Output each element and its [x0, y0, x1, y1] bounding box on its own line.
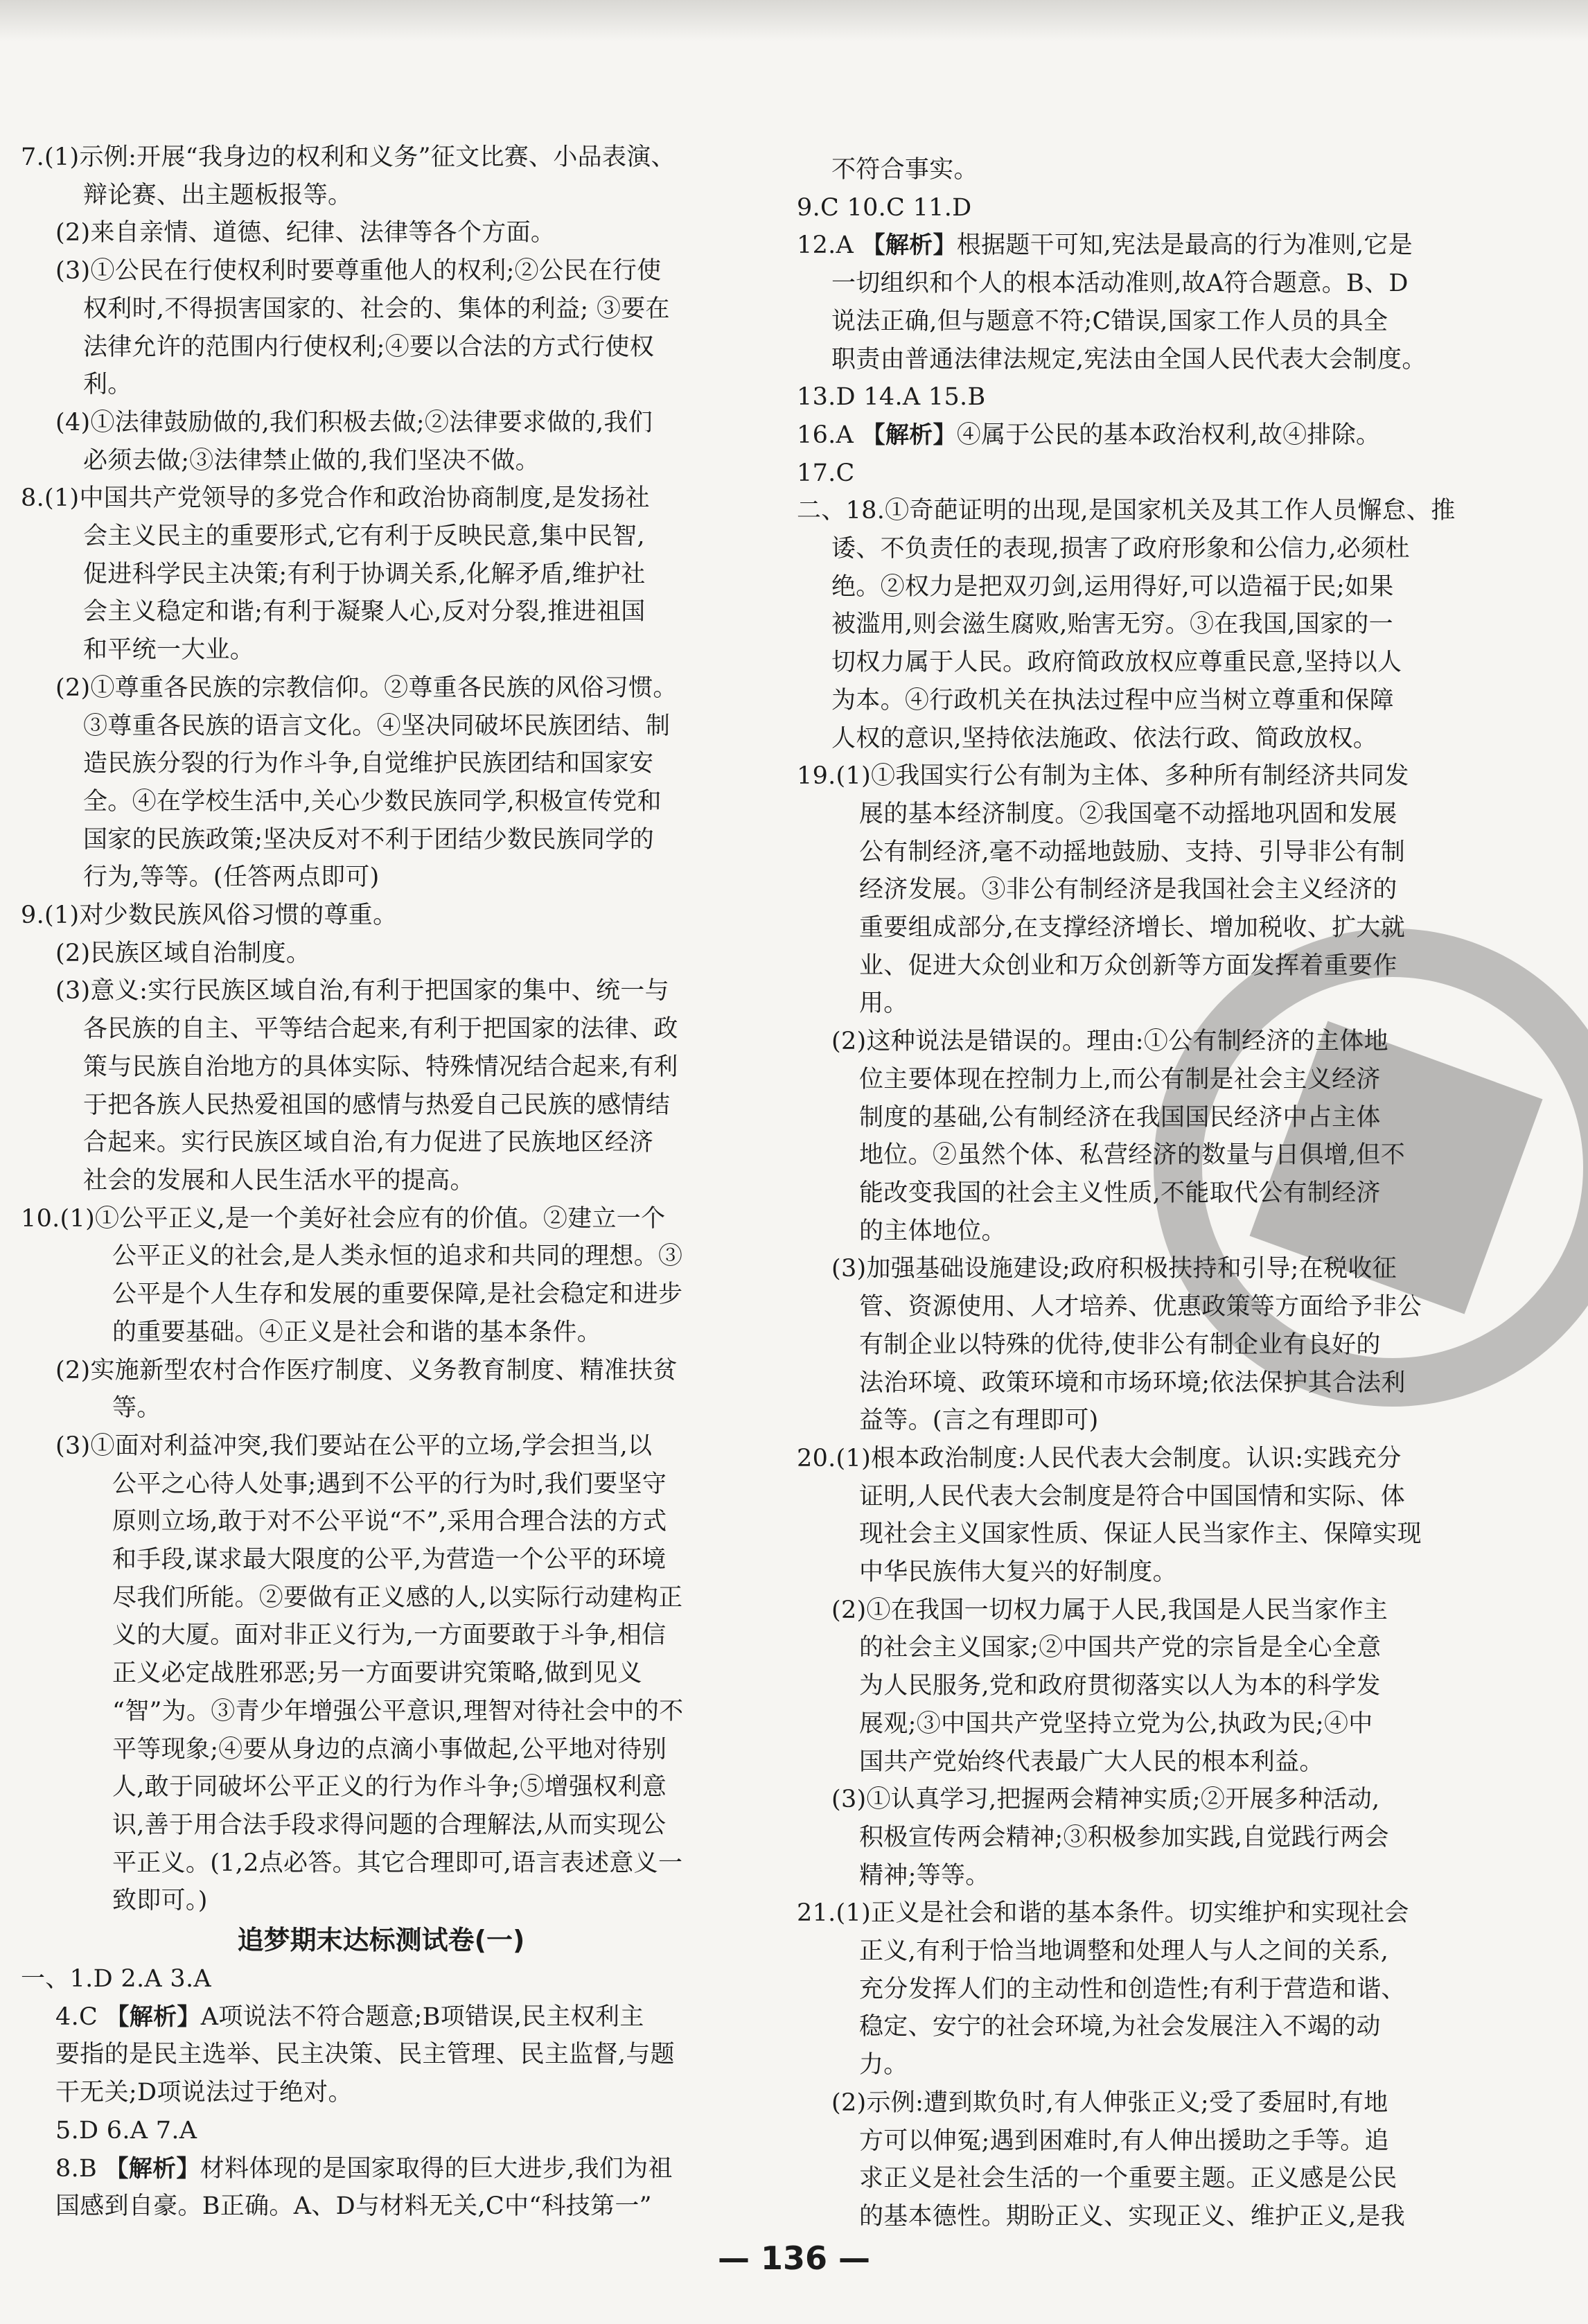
answer-number: 4.C — [55, 2002, 106, 2031]
text-line: 绝。②权力是把双刃剑,运用得好,可以造福于民;如果 — [831, 572, 1394, 601]
text-line: 19.(1)①我国实行公有制为主体、多种所有制经济共同发 — [797, 762, 1409, 791]
text-line: 识,善于用合法手段求得问题的合理解法,从而实现公 — [112, 1811, 667, 1839]
text-line: 平等现象;④要从身边的点滴小事做起,公平地对待别 — [112, 1735, 667, 1763]
text-line: 国共产党始终代表最广大人民的根本利益。 — [859, 1748, 1324, 1776]
text-line — [797, 227, 1517, 265]
text-line: 权利时,不得损害国家的、社会的、集体的利益; ③要在 — [83, 294, 670, 323]
text-line: 国感到自豪。B正确。A、D与材料无关,C中“科技第一” — [55, 2192, 652, 2221]
text-line: (3)加强基础设施建设;政府积极扶持和引导;在税收征 — [831, 1255, 1397, 1283]
text-line: 7.(1)示例:开展“我身边的权利和义务”征文比赛、小品表演、 — [21, 143, 676, 171]
text-line: (3)意义:实行民族区域自治,有利于把国家的集中、统一与 — [55, 977, 669, 1005]
text-line: 经济发展。③非公有制经济是我国社会主义经济的 — [859, 876, 1397, 904]
text-line: 用。 — [859, 989, 908, 1018]
analysis-tag: 【解析】 — [861, 231, 957, 260]
text-line: 切权力属于人民。政府简政放权应尊重民意,坚持以人 — [831, 649, 1402, 677]
text-line: 的基本德性。期盼正义、实现正义、维护正义,是我 — [859, 2202, 1406, 2230]
analysis-text: A项说法不符合题意;B项错误,民主权利主 — [200, 2002, 644, 2031]
text-line: 展的基本经济制度。②我国毫不动摇地巩固和发展 — [859, 800, 1397, 828]
text-line: 义的大厦。面对非正义行为,一方面要敢于斗争,相信 — [112, 1621, 667, 1650]
text-line: 的社会主义国家;②中国共产党的宗旨是全心全意 — [859, 1634, 1382, 1662]
text-line — [21, 1998, 741, 2036]
text-line: 职责由普通法律法规定,宪法由全国人民代表大会制度。 — [831, 345, 1427, 373]
text-line: 公平正义的社会,是人类永恒的追求和共同的理想。③ — [112, 1242, 683, 1271]
text-line: 中华民族伟大复兴的好制度。 — [859, 1558, 1177, 1587]
text-line: (4)①法律鼓励做的,我们积极去做;②法律要求做的,我们 — [55, 408, 653, 437]
text-line: 精神;等等。 — [859, 1861, 990, 1890]
text-line: (2)①尊重各民族的宗教信仰。②尊重各民族的风俗习惯。 — [55, 674, 678, 702]
text-line: 和平统一大业。 — [83, 636, 255, 664]
answer-number: 12.A — [797, 231, 862, 260]
text-line: (3)①面对利益冲突,我们要站在公平的立场,学会担当,以 — [55, 1432, 653, 1460]
text-line: 国家的民族政策;坚决反对不利于团结少数民族同学的 — [83, 825, 654, 854]
text-line: 策与民族自治地方的具体实际、特殊情况结合起来,有利 — [83, 1053, 678, 1081]
text-line: 为本。④行政机关在执法过程中应当树立尊重和保障 — [831, 686, 1394, 714]
text-line: 地位。②虽然个体、私营经济的数量与日俱增,但不 — [859, 1141, 1406, 1170]
text-line: 正义,有利于恰当地调整和处理人与人之间的关系, — [859, 1937, 1389, 1966]
text-line: 10.(1)①公平正义,是一个美好社会应有的价值。②建立一个 — [21, 1204, 666, 1233]
text-line: 现社会主义国家性质、保证人民当家作主、保障实现 — [859, 1520, 1422, 1549]
text-line: 重要组成部分,在支撑经济增长、增加税收、扩大就 — [859, 914, 1406, 942]
text-line: 益等。(言之有理即可) — [859, 1407, 1099, 1435]
text-line: 充分发挥人们的主动性和创造性;有利于营造和谐、 — [859, 1975, 1406, 2003]
text-line: 诿、不负责任的表现,损害了政府形象和公信力,必须杜 — [831, 535, 1410, 563]
text-line — [21, 2150, 741, 2188]
text-line: 9.(1)对少数民族风俗习惯的尊重。 — [21, 901, 398, 930]
analysis-text: ④属于公民的基本政治权利,故④排除。 — [956, 421, 1381, 449]
text-line: 力。 — [859, 2051, 908, 2079]
text-line: 积极宣传两会精神;③积极参加实践,自觉践行两会 — [859, 1823, 1389, 1851]
text-line: 社会的发展和人民生活水平的提高。 — [83, 1166, 475, 1195]
text-line: 人权的意识,坚持依法施政、依法行政、简政放权。 — [831, 724, 1378, 752]
text-line: 原则立场,敢于对不公平说“不”,采用合理合法的方式 — [112, 1508, 667, 1536]
text-line: 13.D 14.A 15.B — [797, 383, 986, 412]
text-line: ③尊重各民族的语言文化。④坚决同破坏民族团结、制 — [83, 712, 671, 740]
text-line: 公平是个人生存和发展的重要保障,是社会稳定和进步 — [112, 1280, 683, 1309]
text-line: 能改变我国的社会主义性质,不能取代公有制经济 — [859, 1179, 1381, 1207]
text-line: 各民族的自主、平等结合起来,有利于把国家的法律、政 — [83, 1015, 678, 1044]
text-line: 被滥用,则会滋生腐败,贻害无穷。③在我国,国家的一 — [831, 610, 1393, 639]
text-line: 9.C 10.C 11.D — [797, 193, 972, 222]
text-line: 17.C — [797, 459, 855, 487]
text-line: 求正义是社会生活的一个重要主题。正义感是公民 — [859, 2165, 1397, 2193]
text-line: 正义必定战胜邪恶;另一方面要讲究策略,做到见义 — [112, 1660, 642, 1688]
text-line: 于把各族人民热爱祖国的感情与热爱自己民族的感情结 — [83, 1091, 671, 1119]
text-line: 的重要基础。④正义是社会和谐的基本条件。 — [112, 1318, 602, 1346]
text-line: (3)①公民在行使权利时要尊重他人的权利;②公民在行使 — [55, 257, 662, 285]
text-line: 必须去做;③法律禁止做的,我们坚决不做。 — [83, 446, 540, 475]
text-line: 和手段,谋求最大限度的公平,为营造一个公平的环境 — [112, 1546, 667, 1574]
text-line: 辩论赛、出主题板报等。 — [83, 181, 353, 209]
text-line: 行为,等等。(任答两点即可) — [83, 863, 380, 892]
text-line: 会主义民主的重要形式,它有利于反映民意,集中民智, — [83, 522, 645, 551]
text-line: (2)实施新型农村合作医疗制度、义务教育制度、精准扶贫 — [55, 1356, 678, 1384]
text-line: 一、1.D 2.A 3.A — [21, 1965, 211, 1993]
left-column — [21, 139, 741, 2226]
text-line: 全。④在学校生活中,关心少数民族同学,积极宣传党和 — [83, 787, 662, 816]
section-title: 追梦期末达标测试卷(一) — [237, 1925, 525, 1956]
text-line: 制度的基础,公有制经济在我国国民经济中占主体 — [859, 1103, 1381, 1132]
text-line: 说法正确,但与题意不符;C错误,国家工作人员的具全 — [831, 307, 1388, 335]
text-line: 致即可。) — [112, 1887, 208, 1915]
text-line: 公有制经济,毫不动摇地鼓励、支持、引导非公有制 — [859, 838, 1406, 866]
text-line: 稳定、安宁的社会环境,为社会发展注入不竭的动 — [859, 2013, 1381, 2041]
text-line: 造民族分裂的行为作斗争,自觉维护民族团结和国家安 — [83, 750, 654, 778]
text-line: 干无关;D项说法过于绝对。 — [55, 2079, 353, 2107]
text-line: 合起来。实行民族区域自治,有力促进了民族地区经济 — [83, 1129, 654, 1157]
text-line: 为人民服务,党和政府贯彻落实以人为本的科学发 — [859, 1672, 1381, 1700]
text-line: 等。 — [112, 1394, 161, 1423]
text-line: 促进科学民主决策;有利于协调关系,化解矛盾,维护社 — [83, 560, 646, 588]
text-line: 20.(1)根本政治制度:人民代表大会制度。认识:实践充分 — [797, 1444, 1402, 1472]
text-line: (2)①在我国一切权力属于人民,我国是人民当家作主 — [831, 1596, 1388, 1624]
text-line: 公平之心待人处事;遇到不公平的行为时,我们要坚守 — [112, 1470, 667, 1498]
text-line: 管、资源使用、人才培养、优惠政策等方面给予非公 — [859, 1293, 1422, 1321]
text-line: 有制企业以特殊的优待,使非公有制企业有良好的 — [859, 1330, 1381, 1359]
text-line: 证明,人民代表大会制度是符合中国国情和实际、体 — [859, 1482, 1406, 1511]
text-line — [797, 416, 1517, 455]
text-line: 二、18.①奇葩证明的出现,是国家机关及其工作人员懈怠、推 — [797, 497, 1456, 525]
text-line: 尽我们所能。②要做有正义感的人,以实际行动建构正 — [112, 1583, 683, 1612]
answer-number: 8.B — [55, 2154, 105, 2183]
text-line: 21.(1)正义是社会和谐的基本条件。切实维护和实现社会 — [797, 1899, 1409, 1928]
text-line: 要指的是民主选举、民主决策、民主管理、民主监督,与题 — [55, 2041, 675, 2069]
text-line: 不符合事实。 — [831, 156, 978, 184]
analysis-text: 根据题干可知,宪法是最高的行为准则,它是 — [956, 231, 1413, 260]
text-line: (2)这种说法是错误的。理由:①公有制经济的主体地 — [831, 1028, 1388, 1056]
text-line: 5.D 6.A 7.A — [55, 2116, 197, 2145]
answer-number: 16.A — [797, 421, 862, 449]
text-line: (2)示例:遭到欺负时,有人伸张正义;受了委屈时,有地 — [831, 2088, 1388, 2117]
text-line: 8.(1)中国共产党领导的多党合作和政治协商制度,是发扬社 — [21, 484, 650, 513]
text-line: 一切组织和个人的根本活动准则,故A符合题意。B、D — [831, 270, 1409, 298]
text-line: 利。 — [83, 371, 132, 399]
analysis-tag: 【解析】 — [105, 2002, 201, 2031]
scan-shadow — [0, 0, 1588, 42]
text-line: 人,敢于同破坏公平正义的行为作斗争;⑤增强权利意 — [112, 1773, 667, 1802]
text-line: 方可以伸冤;遇到困难时,有人伸出援助之手等。追 — [859, 2127, 1389, 2155]
analysis-text: 材料体现的是国家取得的巨大进步,我们为祖 — [200, 2154, 673, 2183]
text-line: (2)民族区域自治制度。 — [55, 939, 311, 967]
text-line: 位主要体现在控制力上,而公有制是社会主义经济 — [859, 1065, 1381, 1093]
analysis-tag: 【解析】 — [105, 2154, 200, 2183]
text-line: 平正义。(1,2点必答。其它合理即可,语言表述意义一 — [112, 1849, 683, 1877]
text-line: 的主体地位。 — [859, 1217, 1006, 1245]
text-line: (2)来自亲情、道德、纪律、法律等各个方面。 — [55, 219, 556, 247]
text-line: 展观;③中国共产党坚持立党为公,执政为民;④中 — [859, 1709, 1373, 1738]
text-line: 业、促进大众创业和万众创新等方面发挥着重要作 — [859, 951, 1397, 980]
text-line: 法律允许的范围内行使权利;④要以合法的方式行使权 — [83, 333, 654, 361]
text-line: 法治环境、政策环境和市场环境;依法保护其合法利 — [859, 1368, 1406, 1397]
page-number: — 136 — — [717, 2239, 871, 2277]
analysis-tag: 【解析】 — [861, 421, 957, 449]
text-line: (3)①认真学习,把握两会精神实质;②开展多种活动, — [831, 1786, 1380, 1814]
right-column — [797, 151, 1517, 2236]
text-line: 会主义稳定和谐;有利于凝聚人心,反对分裂,推进祖国 — [83, 598, 646, 626]
text-line: “智”为。③青少年增强公平意识,理智对待社会中的不 — [112, 1697, 684, 1725]
